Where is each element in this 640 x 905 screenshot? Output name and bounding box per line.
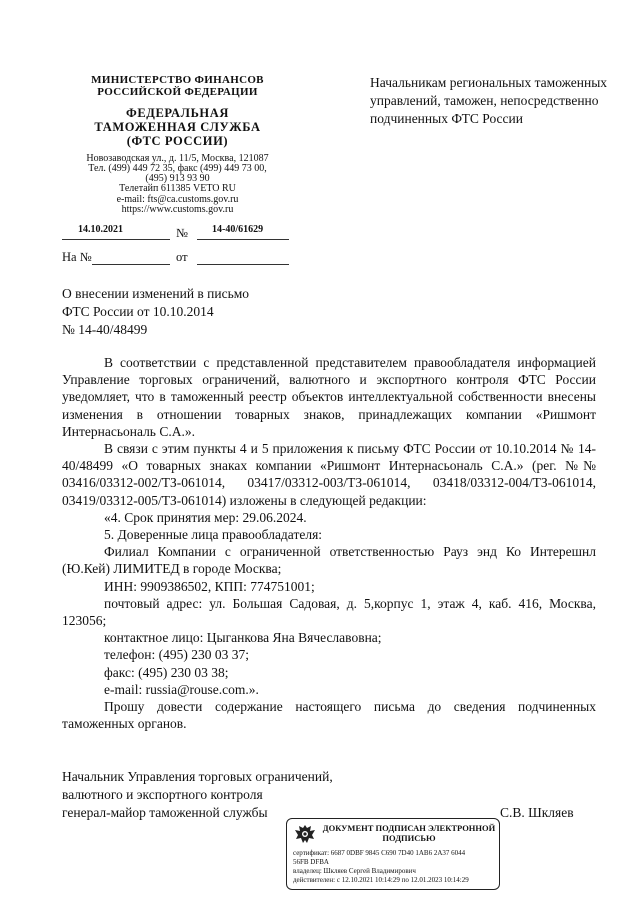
stamp-certificate-2: 56FB DFBA xyxy=(293,858,329,866)
body-paragraph-12: Прошу довести содержание настоящего письма до сведения подчиненных таможенных органов. xyxy=(62,699,596,732)
body-paragraph-11: e-mail: russia@rouse.com.». xyxy=(104,681,259,697)
addressee: Начальникам региональных таможенных управлений, таможен, непосредственно подчиненных ФТС России xyxy=(370,75,608,126)
body-paragraph-1: В соответствии с представленной представителем правообладателя информацией Управление торговых ограничений, валютного и экспортного контроля ФТС России уведомляет, что в таможенный реестр объектов интеллектуальной собственности внесены изменения в отношении товарных знаков, принадлежащих компании «Ришмонт Интернасьональ С.А.». xyxy=(62,355,596,439)
reg-date-underline xyxy=(62,239,170,240)
body-paragraph-8: контактное лицо: Цыганкова Яна Вячеславовна; xyxy=(104,630,382,646)
ministry-line-1: МИНИСТЕРСТВО ФИНАНСОВ xyxy=(91,74,264,86)
ref-from-label: от xyxy=(176,250,188,264)
body-paragraph-3: «4. Срок принятия мер: 29.06.2024. xyxy=(104,509,307,525)
reg-number: 14-40/61629 xyxy=(212,224,264,235)
org-website: https://www.customs.gov.ru xyxy=(121,204,234,215)
subject-line-1: О внесении изменений в письмо xyxy=(62,286,250,301)
e-signature-stamp xyxy=(286,818,500,890)
body-paragraph-4: 5. Доверенные лица правообладателя: xyxy=(104,527,323,543)
org-phone-1: Тел. (499) 449 72 35, факс (499) 449 73 00, xyxy=(88,163,267,174)
service-line-1: ФЕДЕРАЛЬНАЯ xyxy=(125,106,230,120)
stamp-title-line-2: ПОДПИСЬЮ xyxy=(382,833,436,843)
org-phone-2: (495) 913 93 90 xyxy=(145,173,210,184)
stamp-title-line-1: ДОКУМЕНТ ПОДПИСАН ЭЛЕКТРОННОЙ xyxy=(322,823,496,833)
subject-line-3: № 14-40/48499 xyxy=(62,322,148,337)
ref-underline xyxy=(92,264,170,265)
subject-line-2: ФТС России от 10.10.2014 xyxy=(62,304,214,319)
signer-name: С.В. Шкляев xyxy=(500,805,574,820)
body-paragraph-7: почтовый адрес: ул. Большая Садовая, д. 5,корпус 1, этаж 4, каб. 416, Москва, 123056; xyxy=(62,595,596,629)
letter-body xyxy=(62,354,596,732)
ministry-line-2: РОССИЙСКОЙ ФЕДЕРАЦИИ xyxy=(97,86,258,98)
signer-title-3: генерал-майор таможенной службы xyxy=(62,805,268,820)
signer-title-1: Начальник Управления торговых ограничений, xyxy=(62,769,333,784)
signer-title-2: валютного и экспортного контроля xyxy=(62,787,263,802)
stamp-validity: действителен: с 12.10.2021 10:14:29 по 12.01.2023 10:14:29 xyxy=(293,876,469,884)
service-line-2: ТАМОЖЕННАЯ СЛУЖБА xyxy=(94,120,261,134)
body-paragraph-6: ИНН: 9909386502, КПП: 774751001; xyxy=(104,578,315,594)
body-paragraph-5: Филиал Компании с ограниченной ответственностью Рауз энд Ко Интерешнл (Ю.Кей) ЛИМИТЕД в городе Москва; xyxy=(62,544,596,577)
stamp-certificate-1: сертификат: 6687 0DBF 9845 C690 7D40 1AB6 2A37 6044 xyxy=(293,849,466,857)
reg-date: 14.10.2021 xyxy=(78,224,123,235)
body-paragraph-9: телефон: (495) 230 03 37; xyxy=(104,647,249,663)
stamp-details xyxy=(293,849,497,885)
service-line-3: (ФТС РОССИИ) xyxy=(126,134,229,148)
org-address: Новозаводская ул., д. 11/5, Москва, 121087 xyxy=(86,153,269,164)
eagle-emblem-icon xyxy=(293,823,317,845)
stamp-title xyxy=(321,823,497,843)
body-paragraph-2: В связи с этим пункты 4 и 5 приложения к письму ФТС России от 10.10.2014 № 14-40/48499 «О товарных знаках компании «Ришмонт Интернасьональ С.А.» (рег. №№ 03416/03312-002/ТЗ-061014, 03417/03312-003/ТЗ-061014, 03418/03312-004/ТЗ-061014, 03419/03312-005/ТЗ-061014) изложены в следующей редакции: xyxy=(62,441,596,508)
org-email: e-mail: fts@ca.customs.gov.ru xyxy=(116,194,239,205)
reg-number-underline xyxy=(197,239,289,240)
reg-number-sign: № xyxy=(176,226,188,240)
body-paragraph-10: факс: (495) 230 03 38; xyxy=(104,664,229,680)
ref-from-underline xyxy=(197,264,289,265)
org-telex: Телетайп 611385 VETO RU xyxy=(119,183,236,194)
stamp-owner: владелец: Шкляев Сергей Владимирович xyxy=(293,867,416,875)
ref-label: На № xyxy=(62,250,92,264)
